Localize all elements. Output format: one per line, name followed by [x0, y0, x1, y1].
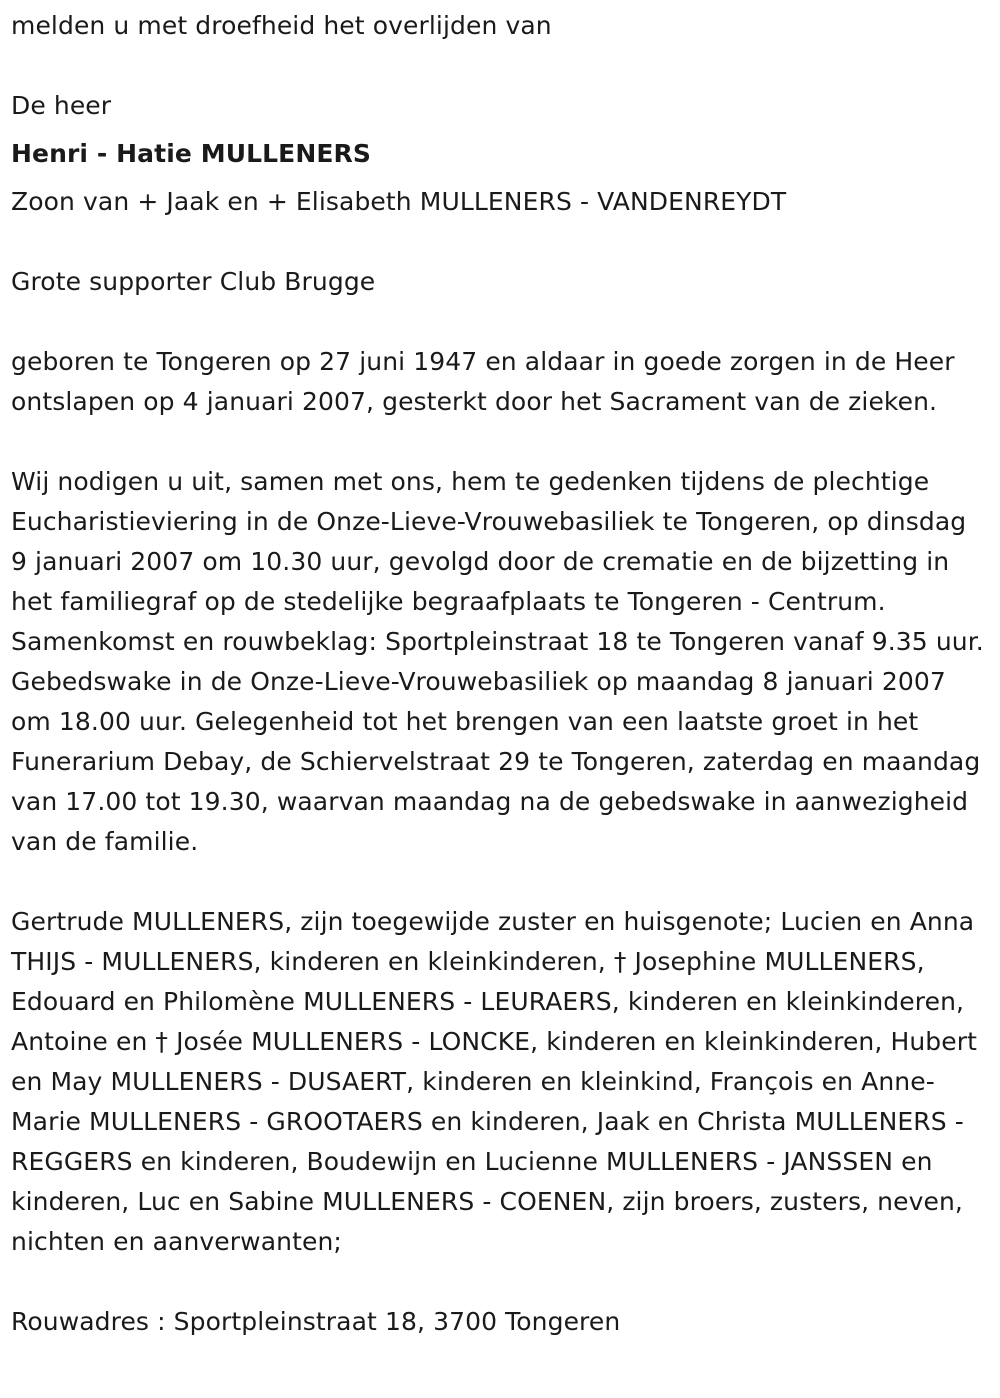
spacer — [11, 422, 990, 462]
spacer — [11, 222, 990, 262]
family-paragraph: Gertrude MULLENERS, zijn toegewijde zuster en huisgenote; Lucien en Anna THIJS - MULLENERS, kinderen en kleinkinderen, † Josephine MULLENERS, Edouard en Philomène MULLENERS - LEURAERS, kinderen en kleinkinderen, Antoine en † Josée MULLENERS - LONCKE, kinderen en kleinkinderen, Hubert en May MULLENERS - DUSAERT, kinderen en kleinkind, François en Anne-Marie MULLENERS - GROOTAERS en kinderen, Jaak en Christa MULLENERS - REGGERS en kinderen, Boudewijn en Lucienne MULLENERS - JANSSEN en kinderen, Luc en Sabine MULLENERS - COENEN, zijn broers, zusters, neven, nichten en aanverwanten; — [11, 907, 978, 1256]
intro-line: melden u met droefheid het overlijden van — [11, 11, 552, 40]
tagline: Grote supporter Club Brugge — [11, 267, 376, 296]
spacer — [11, 862, 990, 902]
deceased-name: Henri - Hatie MULLENERS — [11, 139, 372, 168]
spacer — [11, 302, 990, 342]
salutation: De heer — [11, 91, 112, 120]
birth-death-paragraph: geboren te Tongeren op 27 juni 1947 en aldaar in goede zorgen in de Heer ontslapen op 4 januari 2007, gesterkt door het Sacrament van de zieken. — [11, 347, 955, 416]
parents-line: Zoon van + Jaak en + Elisabeth MULLENERS - VANDENREYDT — [11, 187, 787, 216]
ceremony-paragraph: Wij nodigen u uit, samen met ons, hem te gedenken tijdens de plechtige Eucharistieviering in de Onze-Lieve-Vrouwebasiliek te Tongeren, op dinsdag 9 januari 2007 om 10.30 uur, gevolgd door de crematie en de bijzetting in het familiegraf op de stedelijke begraafplaats te Tongeren - Centrum. Samenkomst en rouwbeklag: Sportpleinstraat 18 te Tongeren vanaf 9.35 uur. Gebedswake in de Onze-Lieve-Vrouwebasiliek op maandag 8 januari 2007 om 18.00 uur. Gelegenheid tot het brengen van een laatste groet in het Funerarium Debay, de Schiervelstraat 29 te Tongeren, zaterdag en maandag van 17.00 tot 19.30, waarvan maandag na de gebedswake in aanwezigheid van de familie. — [11, 467, 984, 856]
mourning-address: Rouwadres : Sportpleinstraat 18, 3700 Tongeren — [11, 1307, 621, 1336]
spacer — [11, 46, 990, 86]
spacer — [11, 1262, 990, 1302]
